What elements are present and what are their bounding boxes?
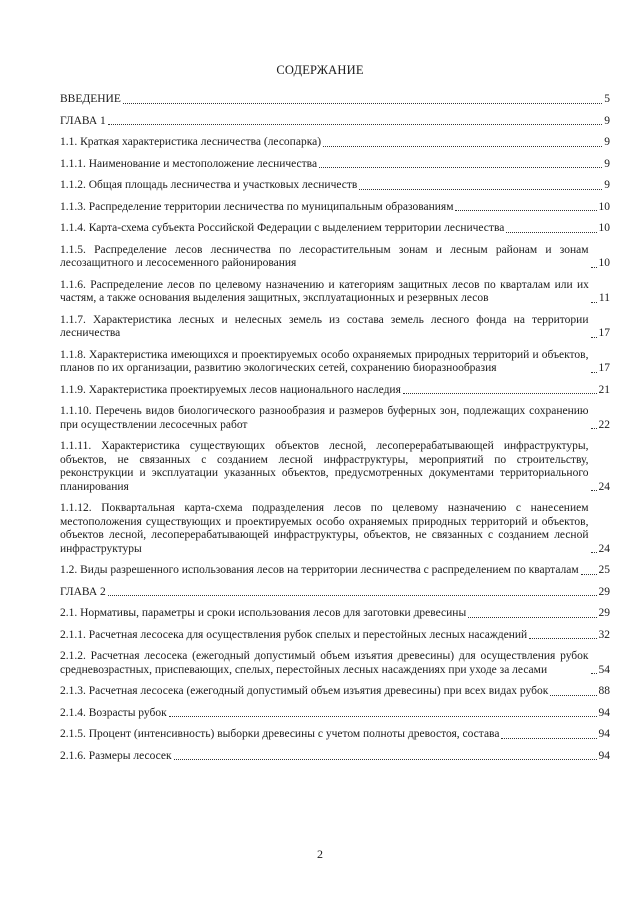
toc-entry-page: 5 [604,93,610,105]
toc-entry [60,136,610,150]
page-title: СОДЕРЖАНИЕ [276,63,364,77]
toc-entry-text: ВВЕДЕНИЕ [60,93,121,105]
toc-entry-text: 1.1.4. Карта-схема субъекта Российской Федерации с выделением территории лесничества [60,222,505,234]
toc-entry-text: 1.1.1. Наименование и местоположение лесничества [60,157,318,170]
toc-entry-page: 17 [598,327,610,339]
toc-entry [60,93,610,107]
toc-entry-text: 2.1. Нормативы, параметры и сроки использования лесов для заготовки древесины [60,607,467,619]
dot-leader [108,123,602,125]
toc-entry-text: 1.1.2. Общая площадь лесничества и участковых лесничеств [60,179,358,191]
toc-entry-page: 25 [598,564,610,576]
dot-leader [591,551,597,553]
toc-entry-text: 1.1.11. Характеристика существующих объектов лесной, лесоперерабатывающей инфраструктуры, объектов, не связанных с созданием лесной инфраструктуры, мероприятий по строительству, реконструкции и эксплуатации указанных объектов, предусмотренных документами территориального планирования [60,440,589,493]
dot-leader [591,489,597,491]
toc-entry-text: 1.1.10. Перечень видов биологического разнообразия и размеров буферных зон, подлежащих сохранению при осуществлении лесосечных работ [60,405,589,431]
dot-leader [123,102,602,104]
toc-entry-text: 1.1.7. Характеристика лесных и нелесных земель из состава земель лесного фонда на территории лесничества [60,313,589,339]
toc-entry-page: 29 [598,585,610,598]
toc-entry [60,750,610,764]
toc-entry-page: 94 [598,706,610,719]
toc-entry [60,115,610,129]
dot-leader [455,209,596,211]
toc-entry-page: 10 [598,257,610,269]
toc-entry [60,405,610,432]
toc-entry [60,440,610,494]
toc-entry [60,222,610,236]
dot-leader [591,336,597,338]
toc-entry-page: 9 [604,179,610,191]
dot-leader [591,427,597,429]
toc-entry-page: 94 [598,749,610,762]
toc-entry-text: 2.1.2. Расчетная лесосека (ежегодный допустимый объем изъятия древесины) для осуществления рубок средневозрастных, приспевающих, спелых, перестойных лесных насаждениях при уходе за лесами [60,650,589,676]
toc-entry [60,629,610,643]
dot-leader [591,266,597,268]
toc-entry-page: 10 [598,222,610,234]
dot-leader [591,371,597,373]
toc-entry-text: ГЛАВА 1 [60,114,106,127]
dot-leader [529,637,596,639]
toc-entry-page: 9 [604,157,610,170]
toc-entry-page: 32 [598,628,610,641]
dot-leader [108,594,597,596]
page-number: 2 [317,847,323,861]
dot-leader [403,392,597,394]
dot-leader [501,737,596,739]
toc-entry-text: 1.2. Виды разрешенного использования лесов на территории лесничества с распределением по кварталам [60,564,579,576]
toc-entry [60,179,610,193]
toc-entry-text: 2.1.4. Возрасты рубок [60,706,167,719]
toc-entry [60,314,610,341]
toc-entry [60,279,610,306]
toc-entry-page: 10 [598,200,610,213]
toc-entry [60,158,610,172]
dot-leader [359,188,602,190]
toc-entry-page: 54 [598,663,610,676]
toc-entry-text: 1.1.8. Характеристика имеющихся и проектируемых особо охраняемых природных территорий и объектов, планов по их организации, развитию экологических сетей, сохранению биоразнообразия [60,348,589,374]
toc-entry [60,564,610,578]
toc-entry [60,201,610,215]
toc-entry [60,384,610,398]
dot-leader [581,573,597,575]
toc-entry-page: 11 [598,292,610,304]
dot-leader [550,694,596,696]
toc-entry [60,502,610,556]
toc-entry-text: 1.1.9. Характеристика проектируемых лесов национального наследия [60,383,401,396]
toc-entry-page: 94 [598,728,610,740]
dot-leader [591,672,597,674]
toc-entry-text: 1.1.12. Поквартальная карта-схема подразделения лесов по целевому назначению с нанесением местоположения существующих и проектируемых особо охраняемых природных территорий и объектов, объектов лесной, лесоперерабатывающей инфраструктуры, объектов, не связанных с созданием лесной инфраструктуры [60,502,589,555]
toc-entry-page: 9 [604,136,610,148]
toc-entry-text: 1.1. Краткая характеристика лесничества (лесопарка) [60,136,322,148]
toc-entry-text: 1.1.6. Распределение лесов по целевому назначению и категориям защитных лесов по кварталам или их частям, а также основания выделения защитных, эксплуатационных и резервных лесов [60,278,589,304]
toc-entry-page: 29 [598,607,610,619]
toc-entry-text: 2.1.1. Расчетная лесосека для осуществления рубок спелых и перестойных лесных насаждений [60,628,528,641]
toc-entry-text: 1.1.5. Распределение лесов лесничества по лесорастительным зонам и лесным районам и зонам лесозащитного и лесосеменного районирования [60,243,589,269]
toc-entry-page: 21 [598,383,610,396]
toc-entry [60,728,610,742]
toc-entry [60,685,610,699]
toc-entry [60,349,610,376]
toc-entry-page: 17 [598,362,610,374]
toc-entry [60,707,610,721]
dot-leader [323,145,602,147]
dot-leader [169,715,597,717]
dot-leader [506,231,596,233]
toc-entry-text: 1.1.3. Распределение территории лесничества по муниципальным образованиям [60,200,454,213]
toc-entry-text: 2.1.6. Размеры лесосек [60,749,172,762]
toc-entry-page: 22 [598,418,610,431]
dot-leader [174,758,597,760]
table-of-contents [60,93,610,771]
toc-entry-page: 24 [598,542,610,555]
toc-entry-text: ГЛАВА 2 [60,585,106,598]
toc-entry [60,244,610,271]
toc-entry-page: 9 [604,114,610,127]
dot-leader [591,301,597,303]
toc-entry-text: 2.1.5. Процент (интенсивность) выборки древесины с учетом полноты древостоя, состава [60,728,500,740]
toc-entry-page: 88 [598,685,610,697]
toc-entry [60,650,610,677]
toc-entry-text: 2.1.3. Расчетная лесосека (ежегодный допустимый объем изъятия древесины) при всех видах рубок [60,685,549,697]
dot-leader [319,166,602,168]
toc-entry-page: 24 [598,480,610,493]
toc-entry [60,586,610,600]
dot-leader [468,616,596,618]
toc-entry [60,607,610,621]
